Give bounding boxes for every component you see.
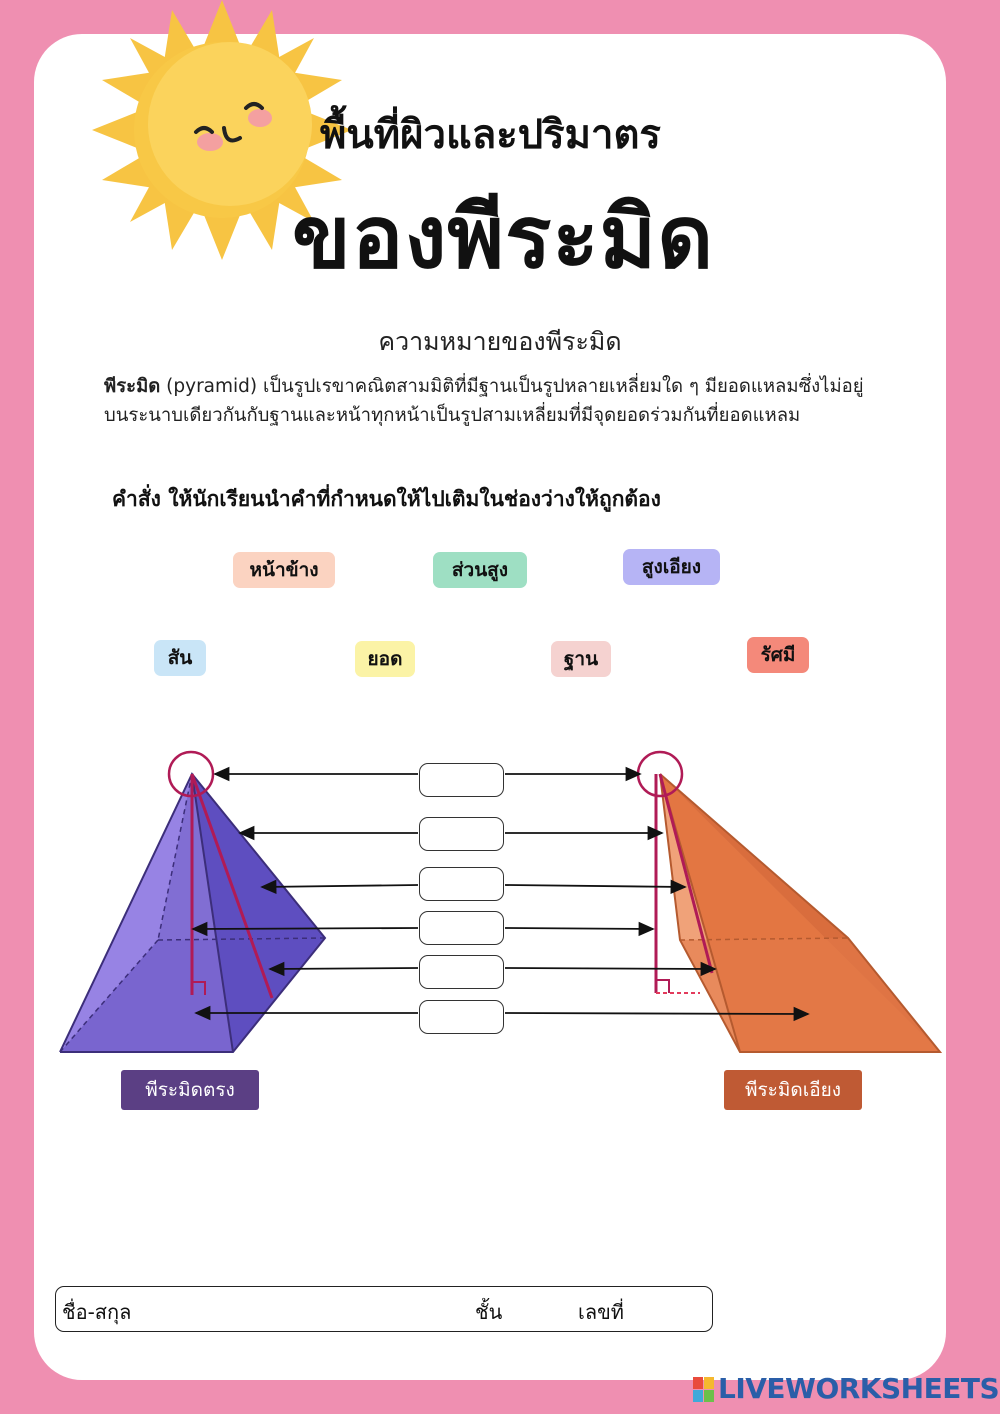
answer-box-3[interactable] <box>419 867 504 901</box>
name-label: ชื่อ-สกุล <box>62 1300 132 1324</box>
instruction-text: คำสั่ง ให้นักเรียนนำคำที่กำหนดให้ไปเติมในช่องว่างให้ถูกต้อง <box>112 487 661 511</box>
word-apex[interactable]: ยอด <box>355 641 415 677</box>
oblique-pyramid <box>638 752 940 1052</box>
brand-wordmark <box>718 1372 999 1405</box>
definition-term: พีระมิด <box>104 376 161 397</box>
right-pyramid <box>60 752 325 1052</box>
number-label: เลขที่ <box>578 1300 624 1324</box>
brand-text: LIVEWORKSHEETS <box>718 1372 1000 1405</box>
class-label: ชั้น <box>475 1300 503 1324</box>
word-height[interactable]: ส่วนสูง <box>433 552 527 588</box>
definition-paragraph <box>104 372 874 430</box>
word-edge[interactable]: สัน <box>154 640 206 676</box>
oblique-pyramid-label: พีระมิดเอียง <box>724 1070 862 1110</box>
answer-box-2[interactable] <box>419 817 504 851</box>
answer-box-5[interactable] <box>419 955 504 989</box>
title-line-2: ของพีระมิด <box>292 188 715 288</box>
word-slant-height[interactable]: สูงเอียง <box>623 549 720 585</box>
word-radius[interactable]: รัศมี <box>747 637 809 673</box>
word-side-face[interactable]: หน้าข้าง <box>233 552 335 588</box>
definition-heading: ความหมายของพีระมิด <box>378 327 622 356</box>
definition-body: (pyramid) เป็นรูปเรขาคณิตสามมิติที่มีฐานเป็นรูปหลายเหลี่ยมใด ๆ มียอดแหลมซึ่งไม่อยู่บนระนาบเดียวกันกับฐานและหน้าทุกหน้าเป็นรูปสามเหลี่ยมที่มีจุดยอดร่วมกันที่ยอดแหลม <box>104 376 864 426</box>
answer-box-6[interactable] <box>419 1000 504 1034</box>
title-line-1: พื้นที่ผิวและปริมาตร <box>320 112 661 158</box>
word-base[interactable]: ฐาน <box>551 641 611 677</box>
answer-box-4[interactable] <box>419 911 504 945</box>
right-pyramid-label: พีระมิดตรง <box>121 1070 259 1110</box>
answer-box-1[interactable] <box>419 763 504 797</box>
liveworksheets-logo-icon <box>693 1377 715 1403</box>
